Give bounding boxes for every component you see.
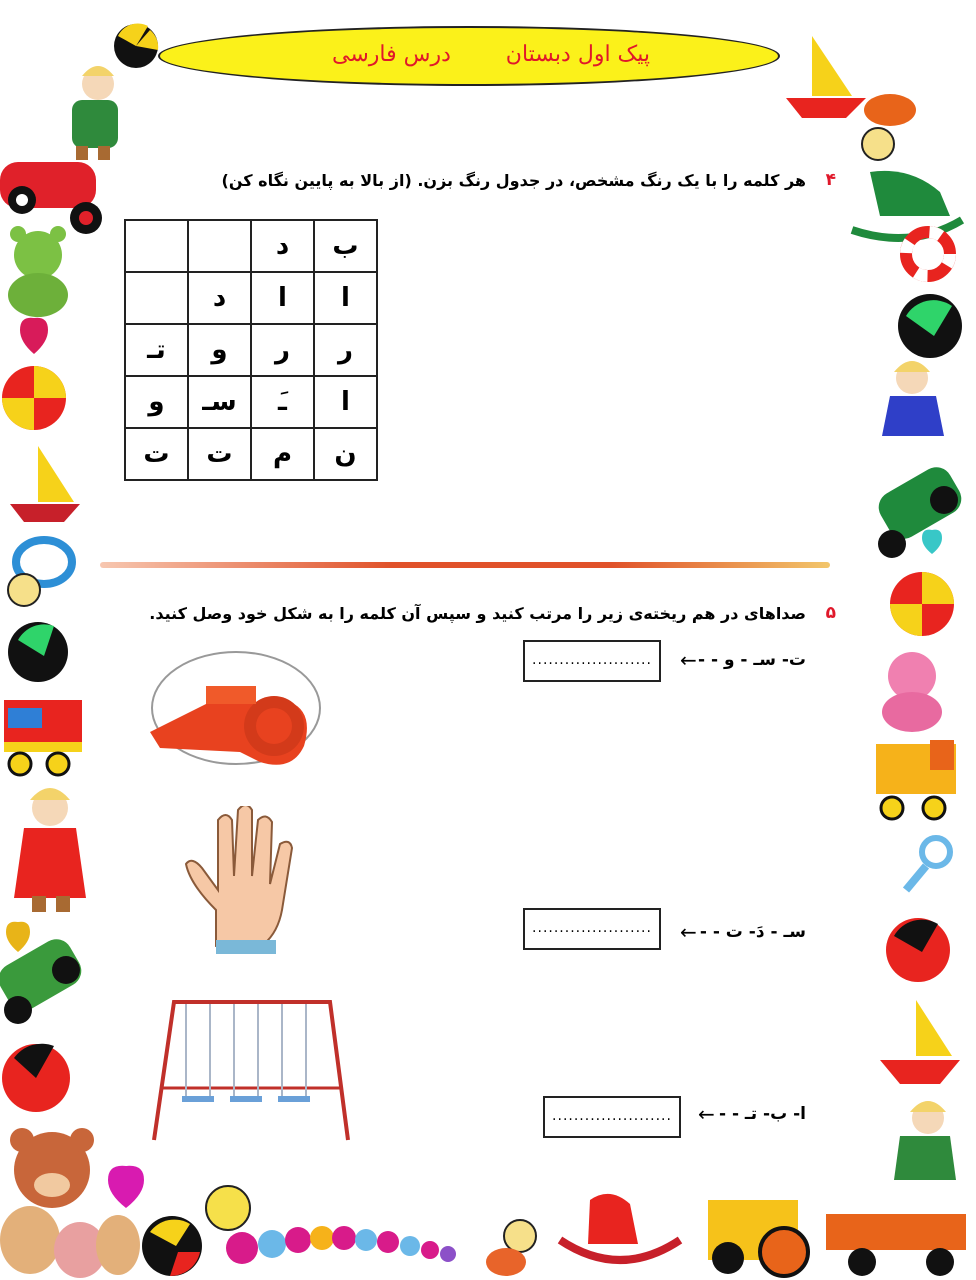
grid-cell[interactable]: ا (314, 376, 377, 428)
grid-cell[interactable] (125, 272, 188, 324)
arrow-icon: ← (698, 1102, 715, 1126)
question-4-instruction: هر کلمه را با یک رنگ مشخص، در جدول رنگ بزن. (از بالا به پایین نگاه کن) (221, 171, 806, 190)
grid-cell[interactable] (188, 220, 251, 272)
beach-ball-icon (890, 572, 954, 636)
toy-car-icon (873, 461, 967, 558)
ball-icon (898, 294, 962, 358)
grid-cell[interactable]: ب (314, 220, 377, 272)
scrambled-letters: سـ - دَ- ت - - (699, 922, 806, 942)
grid-cell[interactable]: ر (314, 324, 377, 376)
scrambled-letters: ا- ب- تـ - - (718, 1104, 806, 1124)
ball-icon (2, 1044, 70, 1112)
grid-cell[interactable]: ت (125, 428, 188, 480)
ball-icon (8, 622, 68, 682)
teddy-bear-icon (882, 652, 942, 732)
pacifier-icon (862, 94, 916, 160)
question-5-instruction: صداهای در هم ریخته‌ی زیر را مرتب کنید و سپس آن کلمه را به شکل خود وصل کنید. (149, 604, 806, 623)
doll-icon (894, 1101, 956, 1180)
heart-icon (108, 1166, 144, 1208)
grid-cell[interactable]: د (188, 272, 251, 324)
doll-icon (882, 361, 944, 436)
question-number: ۵ (825, 603, 836, 623)
grid-cell[interactable]: ا (314, 272, 377, 324)
grid-cell[interactable]: ن (314, 428, 377, 480)
header-title-left: درس فارسی (332, 42, 451, 67)
grid-cell[interactable]: و (125, 376, 188, 428)
ball-icon (142, 1216, 202, 1276)
heart-icon (6, 922, 30, 952)
grid-cell[interactable]: تـ (125, 324, 188, 376)
sailboat-icon (880, 1000, 960, 1084)
grid-row (125, 324, 377, 376)
arrow-icon: ← (680, 920, 697, 944)
answer-box[interactable]: ...................... (523, 908, 661, 950)
toy-car-icon (0, 162, 102, 234)
letter-grid (124, 219, 378, 481)
question-5 (826, 603, 836, 623)
sailboat-icon (10, 446, 80, 522)
swing-set-image[interactable] (150, 996, 350, 1142)
answer-box[interactable]: ...................... (543, 1096, 681, 1138)
header-banner (158, 26, 780, 86)
grid-row (125, 220, 377, 272)
whistle-image[interactable] (140, 646, 340, 776)
section-divider (100, 562, 830, 568)
grid-cell[interactable]: م (251, 428, 314, 480)
pacifier-icon (8, 540, 72, 606)
grid-cell[interactable]: سـ (188, 376, 251, 428)
heart-icon (20, 318, 48, 354)
ball-icon (886, 918, 950, 982)
grid-cell[interactable]: ر (251, 324, 314, 376)
grid-cell[interactable]: ت (188, 428, 251, 480)
grid-row (125, 376, 377, 428)
teddy-bear-icon (8, 226, 68, 317)
toy-tractor-icon (708, 1200, 966, 1276)
rattle-icon (906, 838, 950, 890)
question-number: ۴ (825, 170, 836, 190)
sailboat-icon (786, 36, 866, 118)
beach-ball-icon (114, 24, 158, 68)
rocking-horse-icon (852, 171, 962, 238)
grid-row (125, 272, 377, 324)
grid-row (125, 428, 377, 480)
life-ring-icon (906, 232, 950, 276)
toy-train-icon (876, 740, 956, 819)
header-title-right: پیک اول دبستان (505, 42, 650, 67)
grid-cell[interactable]: َـ (251, 376, 314, 428)
toy-train-icon (4, 700, 82, 775)
grid-cell[interactable]: د (251, 220, 314, 272)
heart-icon (922, 530, 942, 554)
scrambled-letters: ت- سـ - و - - (698, 650, 806, 670)
arrow-icon: ← (680, 648, 697, 672)
hand-image[interactable] (182, 806, 302, 954)
doll-icon (14, 788, 86, 912)
rocking-horse-icon (560, 1194, 680, 1260)
answer-box[interactable]: ...................... (523, 640, 661, 682)
pacifier-icon (486, 1220, 536, 1276)
grid-cell[interactable]: و (188, 324, 251, 376)
teddy-bear-icon (0, 1128, 140, 1278)
question-4 (826, 170, 836, 190)
caterpillar-icon (206, 1186, 456, 1264)
beach-ball-icon (2, 366, 66, 430)
grid-cell[interactable]: ا (251, 272, 314, 324)
doll-icon (72, 66, 118, 160)
grid-cell[interactable] (125, 220, 188, 272)
